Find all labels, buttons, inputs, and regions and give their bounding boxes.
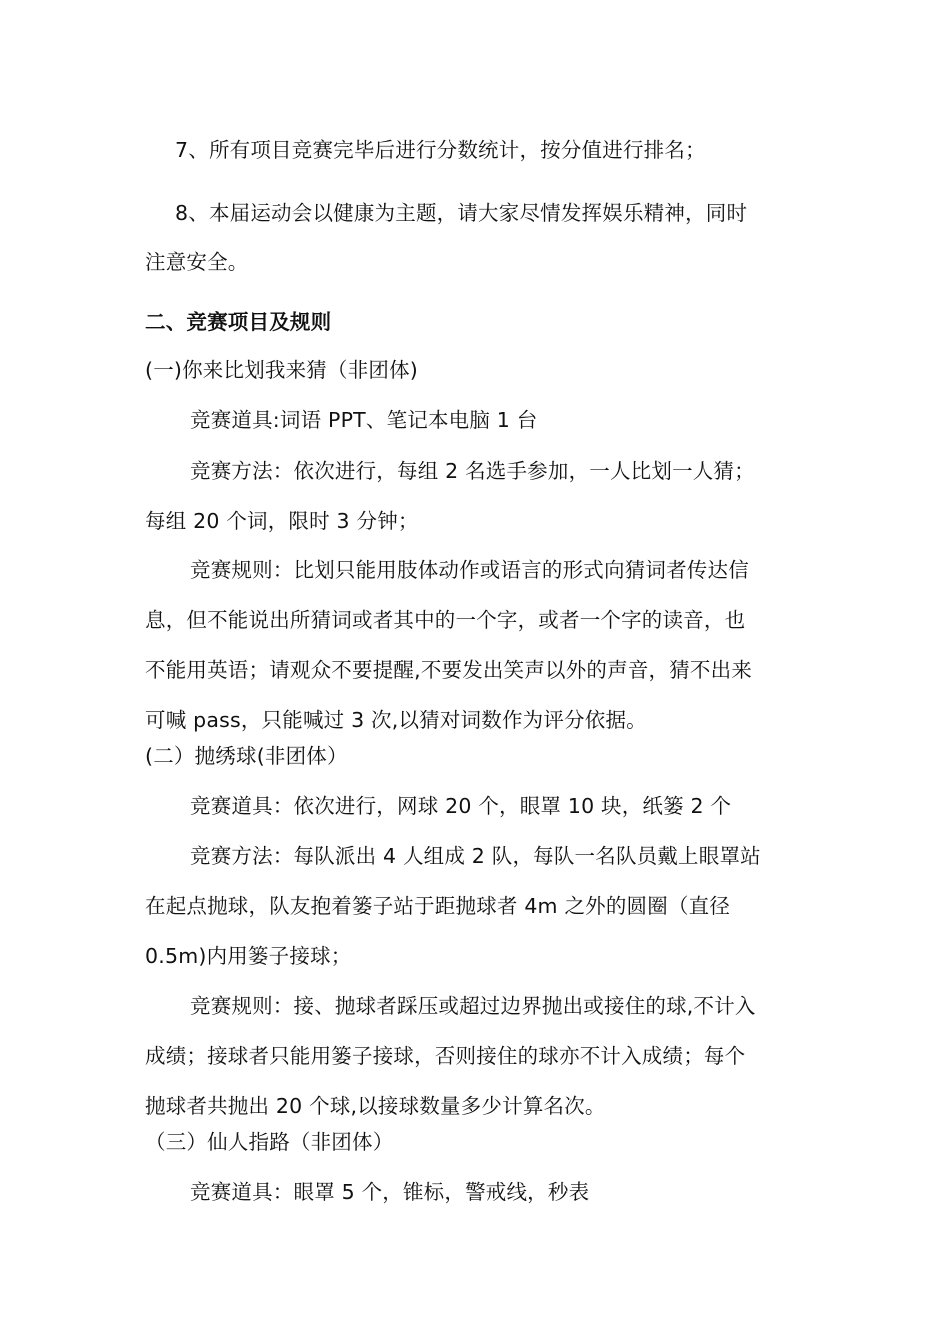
- event-2-method-line-2: 在起点抛球，队友抱着篓子站于距抛球者 4m 之外的圆圈（直径: [145, 894, 731, 918]
- event-2-method-line-3: 0.5m)内用篓子接球；: [145, 944, 352, 968]
- event-3-title: （三）仙人指路（非团体）: [145, 1130, 394, 1154]
- event-2-method-line-1: 竞赛方法：每队派出 4 人组成 2 队，每队一名队员戴上眼罩站: [190, 844, 761, 868]
- event-1-rules-line-4: 可喊 pass，只能喊过 3 次,以猜对词数作为评分依据。: [145, 708, 647, 732]
- event-1-rules-line-2: 息，但不能说出所猜词或者其中的一个字，或者一个字的读音，也: [145, 608, 746, 632]
- rule-8-line-1: 8、本届运动会以健康为主题，请大家尽情发挥娱乐精神，同时: [175, 201, 748, 225]
- event-1-props: 竞赛道具:词语 PPT、笔记本电脑 1 台: [190, 408, 538, 432]
- event-2-props: 竞赛道具：依次进行，网球 20 个，眼罩 10 块，纸篓 2 个: [190, 794, 732, 818]
- event-1-method-line-2: 每组 20 个词，限时 3 分钟；: [145, 509, 419, 533]
- event-1-rules-line-1: 竞赛规则：比划只能用肢体动作或语言的形式向猜词者传达信: [190, 558, 749, 582]
- event-2-rules-line-3: 抛球者共抛出 20 个球,以接球数量多少计算名次。: [145, 1094, 606, 1118]
- rule-7: 7、所有项目竞赛完毕后进行分数统计，按分值进行排名；: [175, 138, 706, 162]
- event-2-rules-line-2: 成绩；接球者只能用篓子接球，否则接住的球亦不计入成绩；每个: [145, 1044, 746, 1068]
- section-2-title: 二、竞赛项目及规则: [145, 310, 332, 334]
- event-1-rules-line-3: 不能用英语；请观众不要提醒,不要发出笑声以外的声音，猜不出来: [145, 658, 753, 682]
- event-1-method-line-1: 竞赛方法：依次进行，每组 2 名选手参加，一人比划一人猜；: [190, 459, 755, 483]
- event-2-title: (二）抛绣球(非团体）: [145, 744, 348, 768]
- event-2-rules-line-1: 竞赛规则：接、抛球者踩压或超过边界抛出或接住的球,不计入: [190, 994, 756, 1018]
- rule-8-line-2: 注意安全。: [145, 250, 249, 274]
- event-1-title: (一)你来比划我来猜（非团体): [145, 358, 418, 382]
- event-3-props: 竞赛道具：眼罩 5 个，锥标，警戒线，秒表: [190, 1180, 590, 1204]
